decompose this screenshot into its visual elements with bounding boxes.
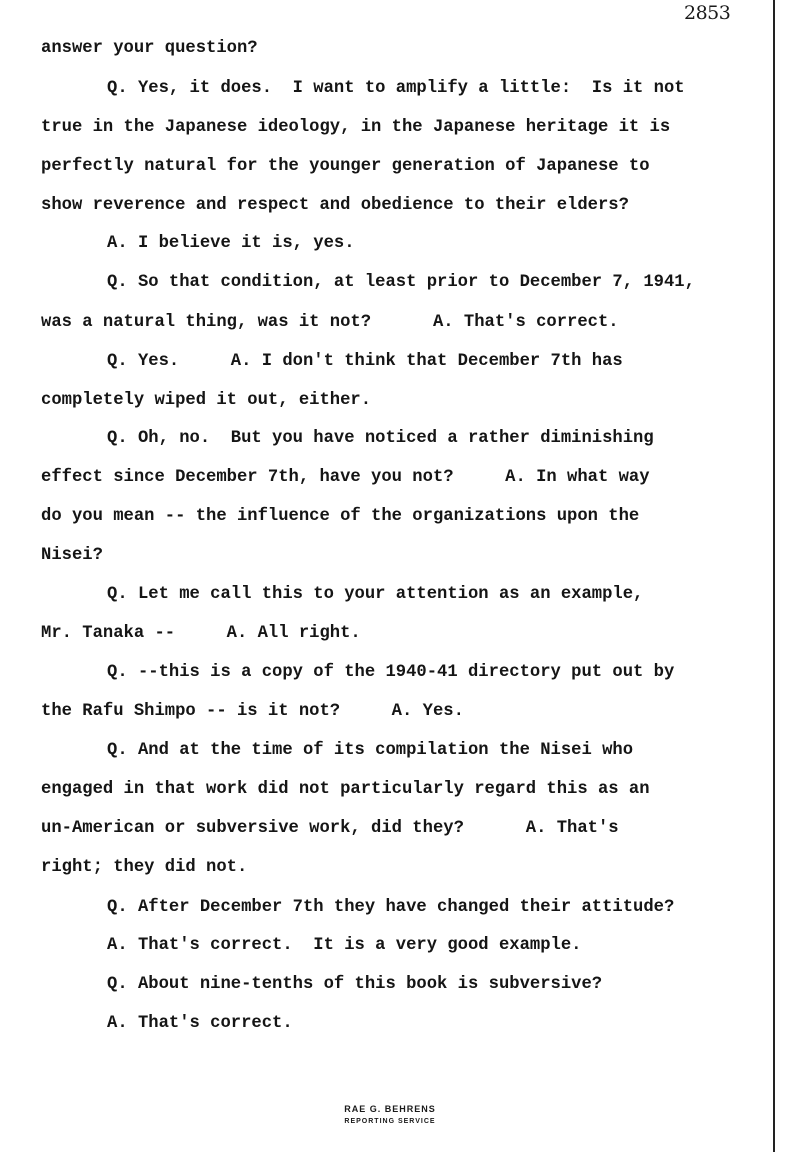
reporting-service: REPORTING SERVICE (344, 1118, 436, 1125)
transcript-line: was a natural thing, was it not? A. That's correct. (41, 313, 619, 332)
transcript-line: A. That's correct. (107, 1014, 293, 1033)
transcript-line: effect since December 7th, have you not? A. In what way (41, 468, 650, 487)
transcript-line: the Rafu Shimpo -- is it not? A. Yes. (41, 702, 464, 721)
transcript-line: Mr. Tanaka -- A. All right. (41, 624, 361, 643)
transcript-line: show reverence and respect and obedience to their elders? (41, 196, 629, 215)
transcript-line: Q. Oh, no. But you have noticed a rather diminishing (107, 429, 654, 448)
transcript-line: A. I believe it is, yes. (107, 234, 355, 253)
transcript-line: true in the Japanese ideology, in the Japanese heritage it is (41, 118, 671, 137)
transcript-line: Q. Yes, it does. I want to amplify a little: Is it not (107, 79, 685, 98)
transcript-line: perfectly natural for the younger generation of Japanese to (41, 157, 650, 176)
transcript-line: right; they did not. (41, 858, 248, 877)
transcript-line: do you mean -- the influence of the organizations upon the (41, 507, 640, 526)
transcript-line: Nisei? (41, 546, 103, 565)
transcript-line: A. That's correct. It is a very good example. (107, 936, 582, 955)
transcript-line: Q. Let me call this to your attention as an example, (107, 585, 644, 604)
margin-rule (773, 0, 775, 1152)
transcript-line: Q. --this is a copy of the 1940-41 directory put out by (107, 663, 675, 682)
transcript-line: un-American or subversive work, did they? A. That's (41, 819, 619, 838)
transcript-line: Q. Yes. A. I don't think that December 7th has (107, 352, 623, 371)
reporter-name: RAE G. BEHRENS (344, 1104, 436, 1114)
transcript-line: Q. So that condition, at least prior to December 7, 1941, (107, 273, 695, 292)
transcript-line: Q. After December 7th they have changed their attitude? (107, 898, 675, 917)
page-number: 2853 (684, 2, 731, 24)
transcript-line: engaged in that work did not particularly regard this as an (41, 780, 650, 799)
transcript-line: Q. About nine-tenths of this book is subversive? (107, 975, 603, 994)
transcript-line: Q. And at the time of its compilation the Nisei who (107, 741, 634, 760)
transcript-line: answer your question? (41, 39, 258, 58)
transcript-line: completely wiped it out, either. (41, 391, 372, 410)
